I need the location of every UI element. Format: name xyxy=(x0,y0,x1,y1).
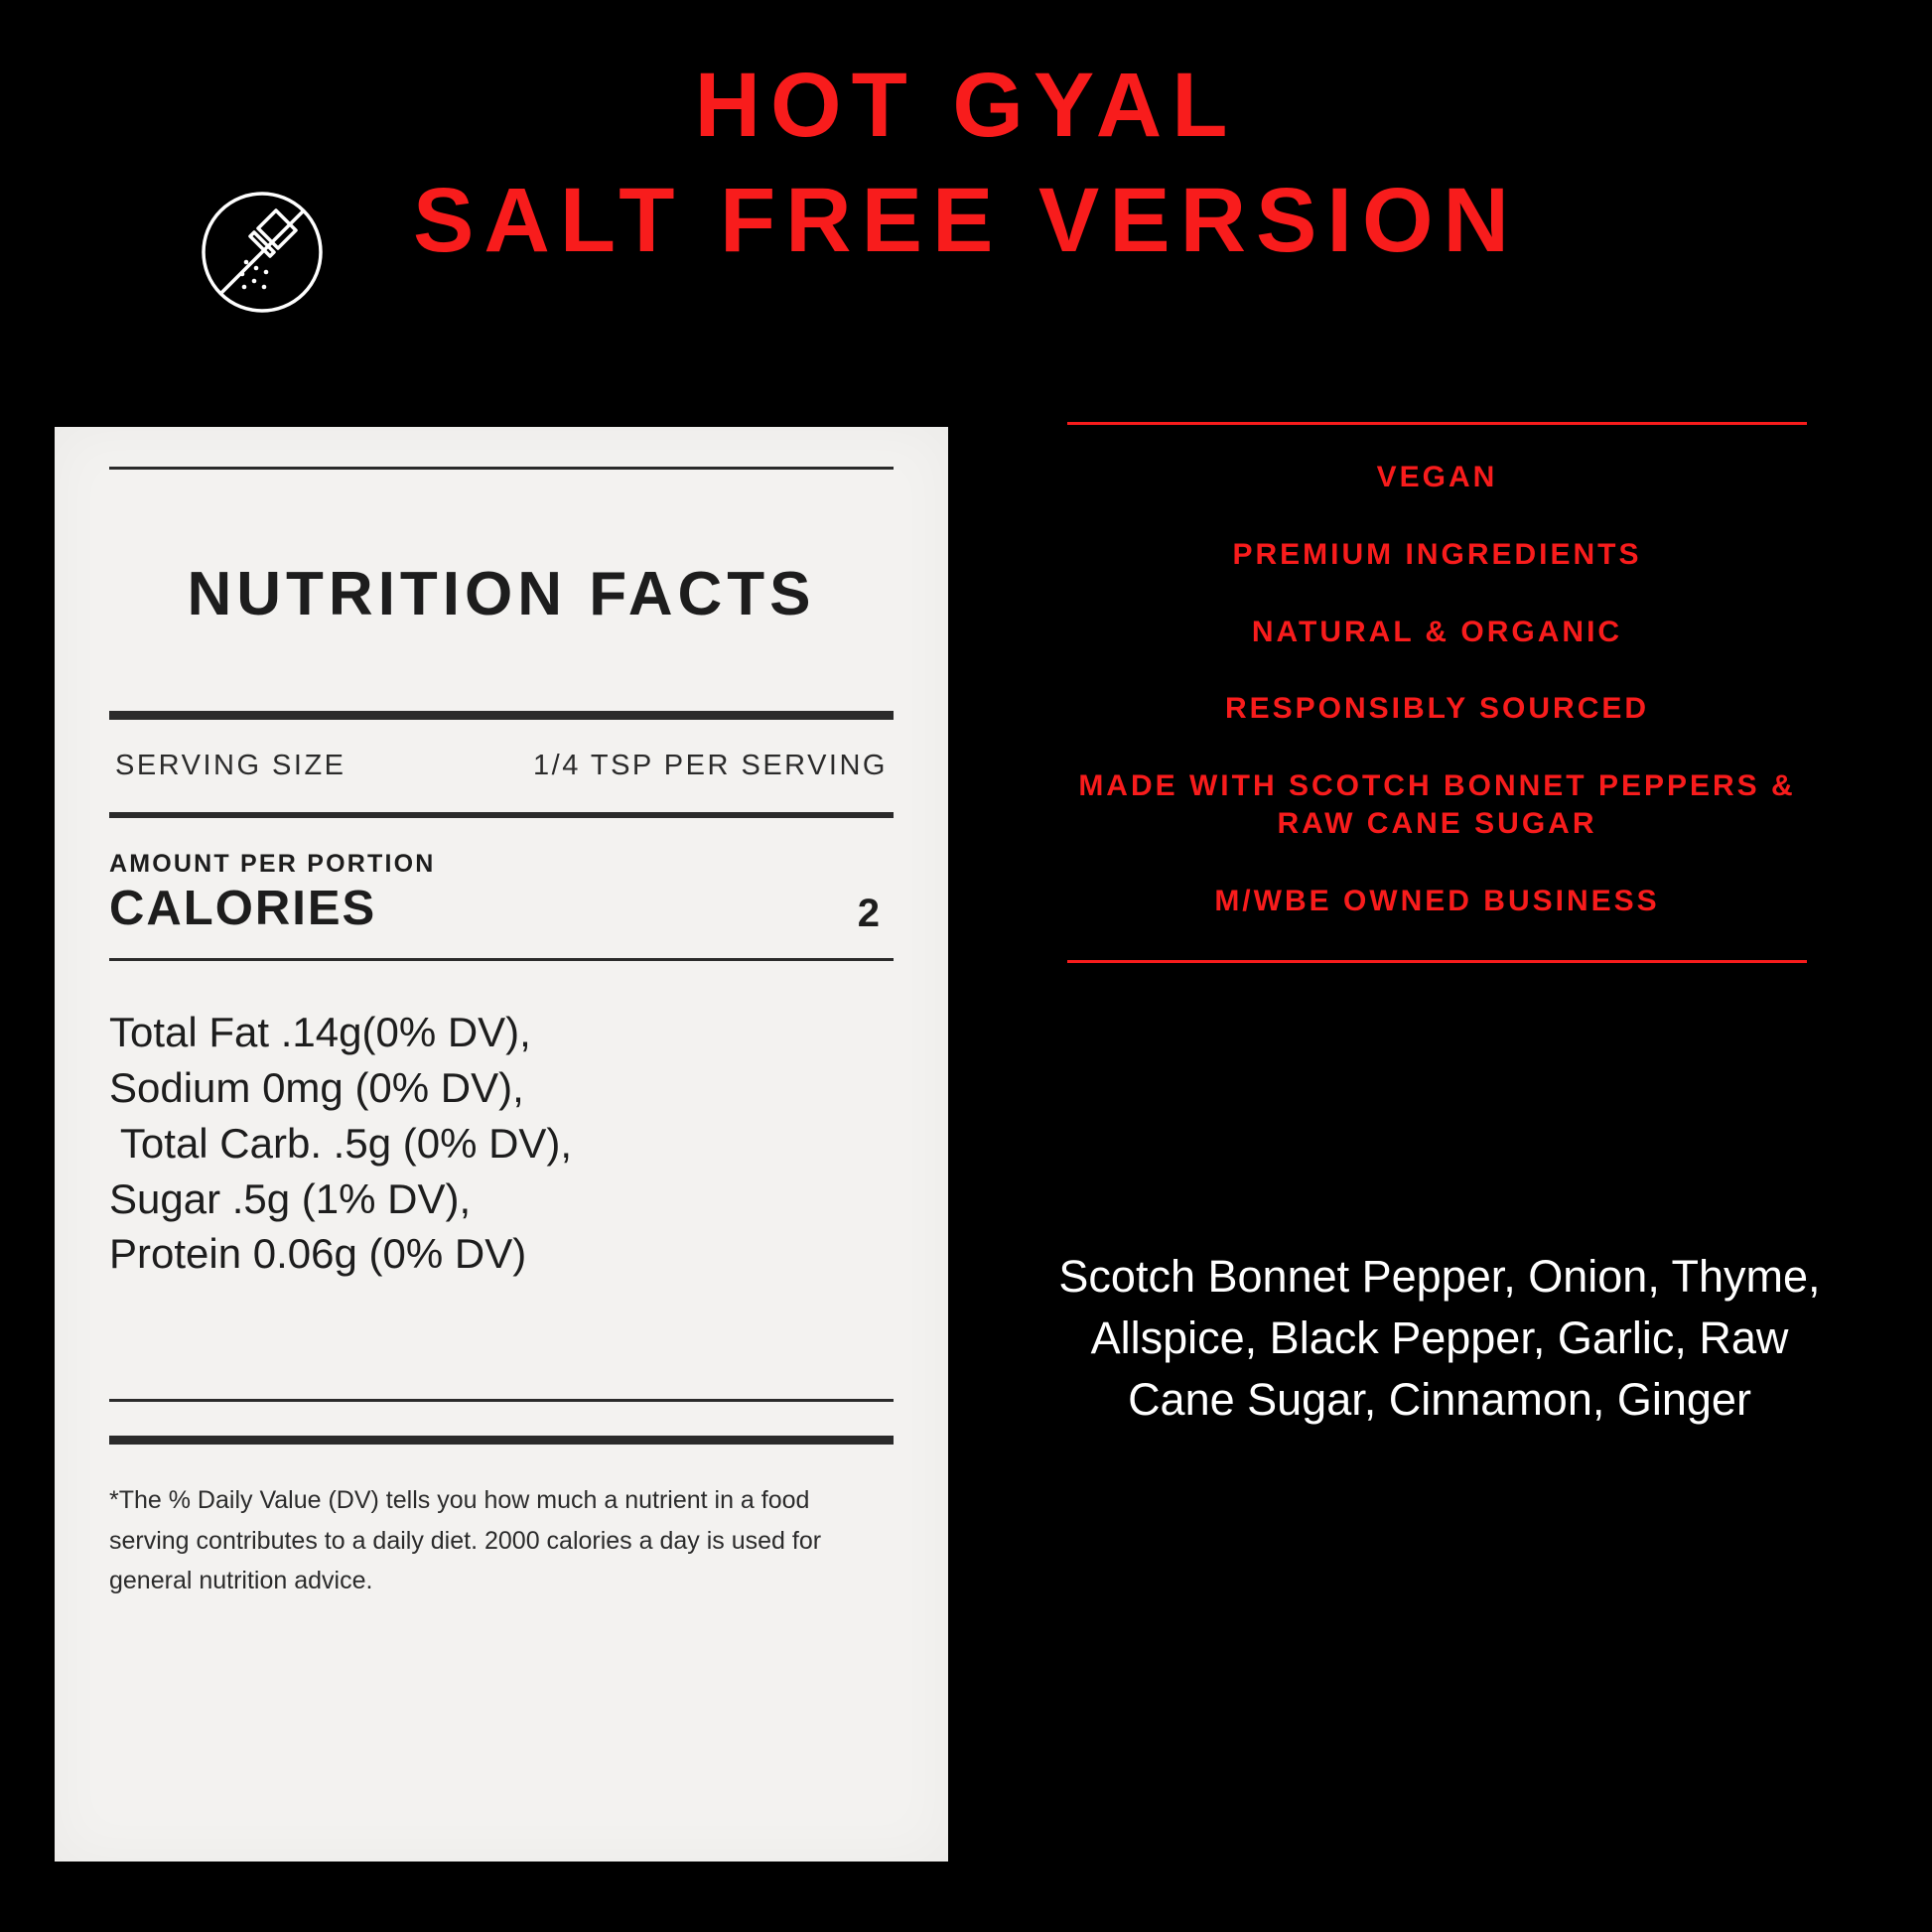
nutrient-list xyxy=(109,1005,894,1282)
nutrition-facts-title: NUTRITION FACTS xyxy=(187,560,816,628)
calories-row xyxy=(109,879,894,958)
serving-size-row xyxy=(109,720,894,812)
daily-value-disclaimer: *The % Daily Value (DV) tells you how much a nutrient in a food serving contributes to a daily diet. 2000 calories a day is used for general nutrition advice. xyxy=(109,1486,822,1595)
calories-label: CALORIES xyxy=(109,882,377,935)
divider-bottom-thin xyxy=(109,1399,894,1402)
divider-under-serving xyxy=(109,812,894,818)
divider-under-calories xyxy=(109,958,894,961)
amount-per-portion-label: AMOUNT PER PORTION xyxy=(109,850,436,878)
claim-vegan: VEGAN xyxy=(1376,461,1498,493)
nutrition-facts-card xyxy=(55,427,948,1862)
nutrient-line: Total Carb. .5g (0% DV), xyxy=(109,1119,573,1167)
nutrient-line: Total Fat .14g(0% DV), xyxy=(109,1009,531,1055)
ingredients-text: Scotch Bonnet Pepper, Onion, Thyme, Allspice, Black Pepper, Garlic, Raw Cane Sugar, Cinnamon, Ginger xyxy=(1058,1251,1821,1426)
divider-bottom-thick xyxy=(109,1436,894,1445)
claim-natural-organic: NATURAL & ORGANIC xyxy=(1251,615,1623,648)
product-title-line-1: HOT GYAL xyxy=(694,55,1238,156)
nutrient-line: Sodium 0mg (0% DV), xyxy=(109,1063,524,1111)
claim-responsibly-sourced: RESPONSIBLY SOURCED xyxy=(1224,692,1650,726)
divider-under-title xyxy=(109,711,894,720)
claims-divider-bottom xyxy=(1067,960,1807,963)
nutrient-line: Sugar .5g (1% DV), xyxy=(109,1174,472,1222)
divider-group-bottom xyxy=(109,1399,894,1445)
product-title-line-2: SALT FREE VERSION xyxy=(413,170,1519,271)
claim-mwbe-owned-business: M/WBE OWNED BUSINESS xyxy=(1214,884,1660,917)
divider-top xyxy=(109,467,894,470)
claim-premium-ingredients: PREMIUM INGREDIENTS xyxy=(1232,537,1642,571)
nutrient-line: Protein 0.06g (0% DV) xyxy=(109,1230,527,1278)
claim-scotch-bonnet-raw-cane-sugar: MADE WITH SCOTCH BONNET PEPPERS & RAW CANE SUGAR xyxy=(1078,769,1796,840)
serving-size-label: SERVING SIZE xyxy=(115,750,346,781)
claims-list xyxy=(1067,422,1807,963)
calories-value: 2 xyxy=(857,892,880,935)
serving-size-value: 1/4 TSP PER SERVING xyxy=(533,750,888,781)
no-salt-shaker-icon xyxy=(199,189,326,316)
